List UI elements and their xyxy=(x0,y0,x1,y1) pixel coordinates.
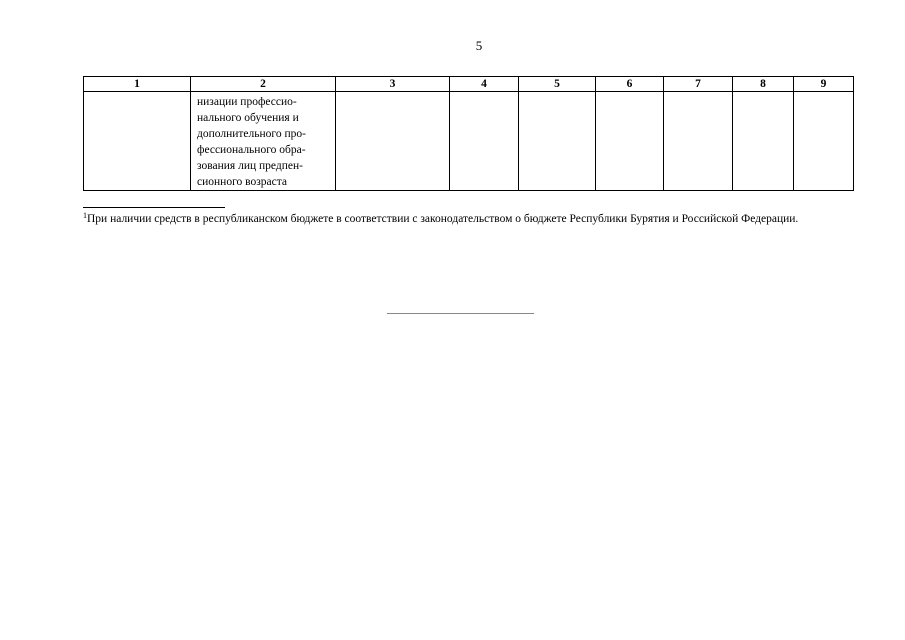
table-cell-9 xyxy=(794,92,854,191)
cell-5-text xyxy=(519,92,595,94)
end-divider xyxy=(387,313,534,314)
table-cell-2 xyxy=(191,92,336,191)
column-header-9: 9 xyxy=(794,77,854,92)
column-header-1: 1 xyxy=(84,77,191,92)
cell-7-text xyxy=(664,92,732,94)
footnote xyxy=(83,211,843,227)
footnote-divider xyxy=(83,207,225,208)
table-cell-5 xyxy=(519,92,596,191)
table-row xyxy=(84,92,854,191)
cell-2-text: низации профессио- нального обучения и дополнительного про- фессионального обра- зования лиц предпен- сионного возраста xyxy=(197,96,306,188)
table-header-row xyxy=(84,77,854,92)
table-cell-4 xyxy=(450,92,519,191)
page-number: 5 xyxy=(475,38,483,53)
column-header-5: 5 xyxy=(519,77,596,92)
table-cell-1 xyxy=(84,92,191,191)
table-cell-6 xyxy=(596,92,664,191)
column-header-4: 4 xyxy=(450,77,519,92)
data-table xyxy=(83,76,854,191)
cell-4-text xyxy=(450,92,518,94)
table-cell-8 xyxy=(733,92,794,191)
table-cell-3 xyxy=(336,92,450,191)
cell-9-text xyxy=(794,92,853,94)
column-header-3: 3 xyxy=(336,77,450,92)
cell-1-text xyxy=(84,92,190,94)
cell-8-text xyxy=(733,92,793,94)
column-header-6: 6 xyxy=(596,77,664,92)
column-header-8: 8 xyxy=(733,77,794,92)
table-cell-7 xyxy=(664,92,733,191)
cell-6-text xyxy=(596,92,663,94)
footnote-marker: 1 xyxy=(83,211,87,220)
footnote-text: При наличии средств в республиканском бюджете в соответствии с законодательством о бюджете Республики Бурятия и Российской Федерации. xyxy=(87,213,799,225)
column-header-7: 7 xyxy=(664,77,733,92)
cell-3-text xyxy=(336,92,449,94)
column-header-2: 2 xyxy=(191,77,336,92)
